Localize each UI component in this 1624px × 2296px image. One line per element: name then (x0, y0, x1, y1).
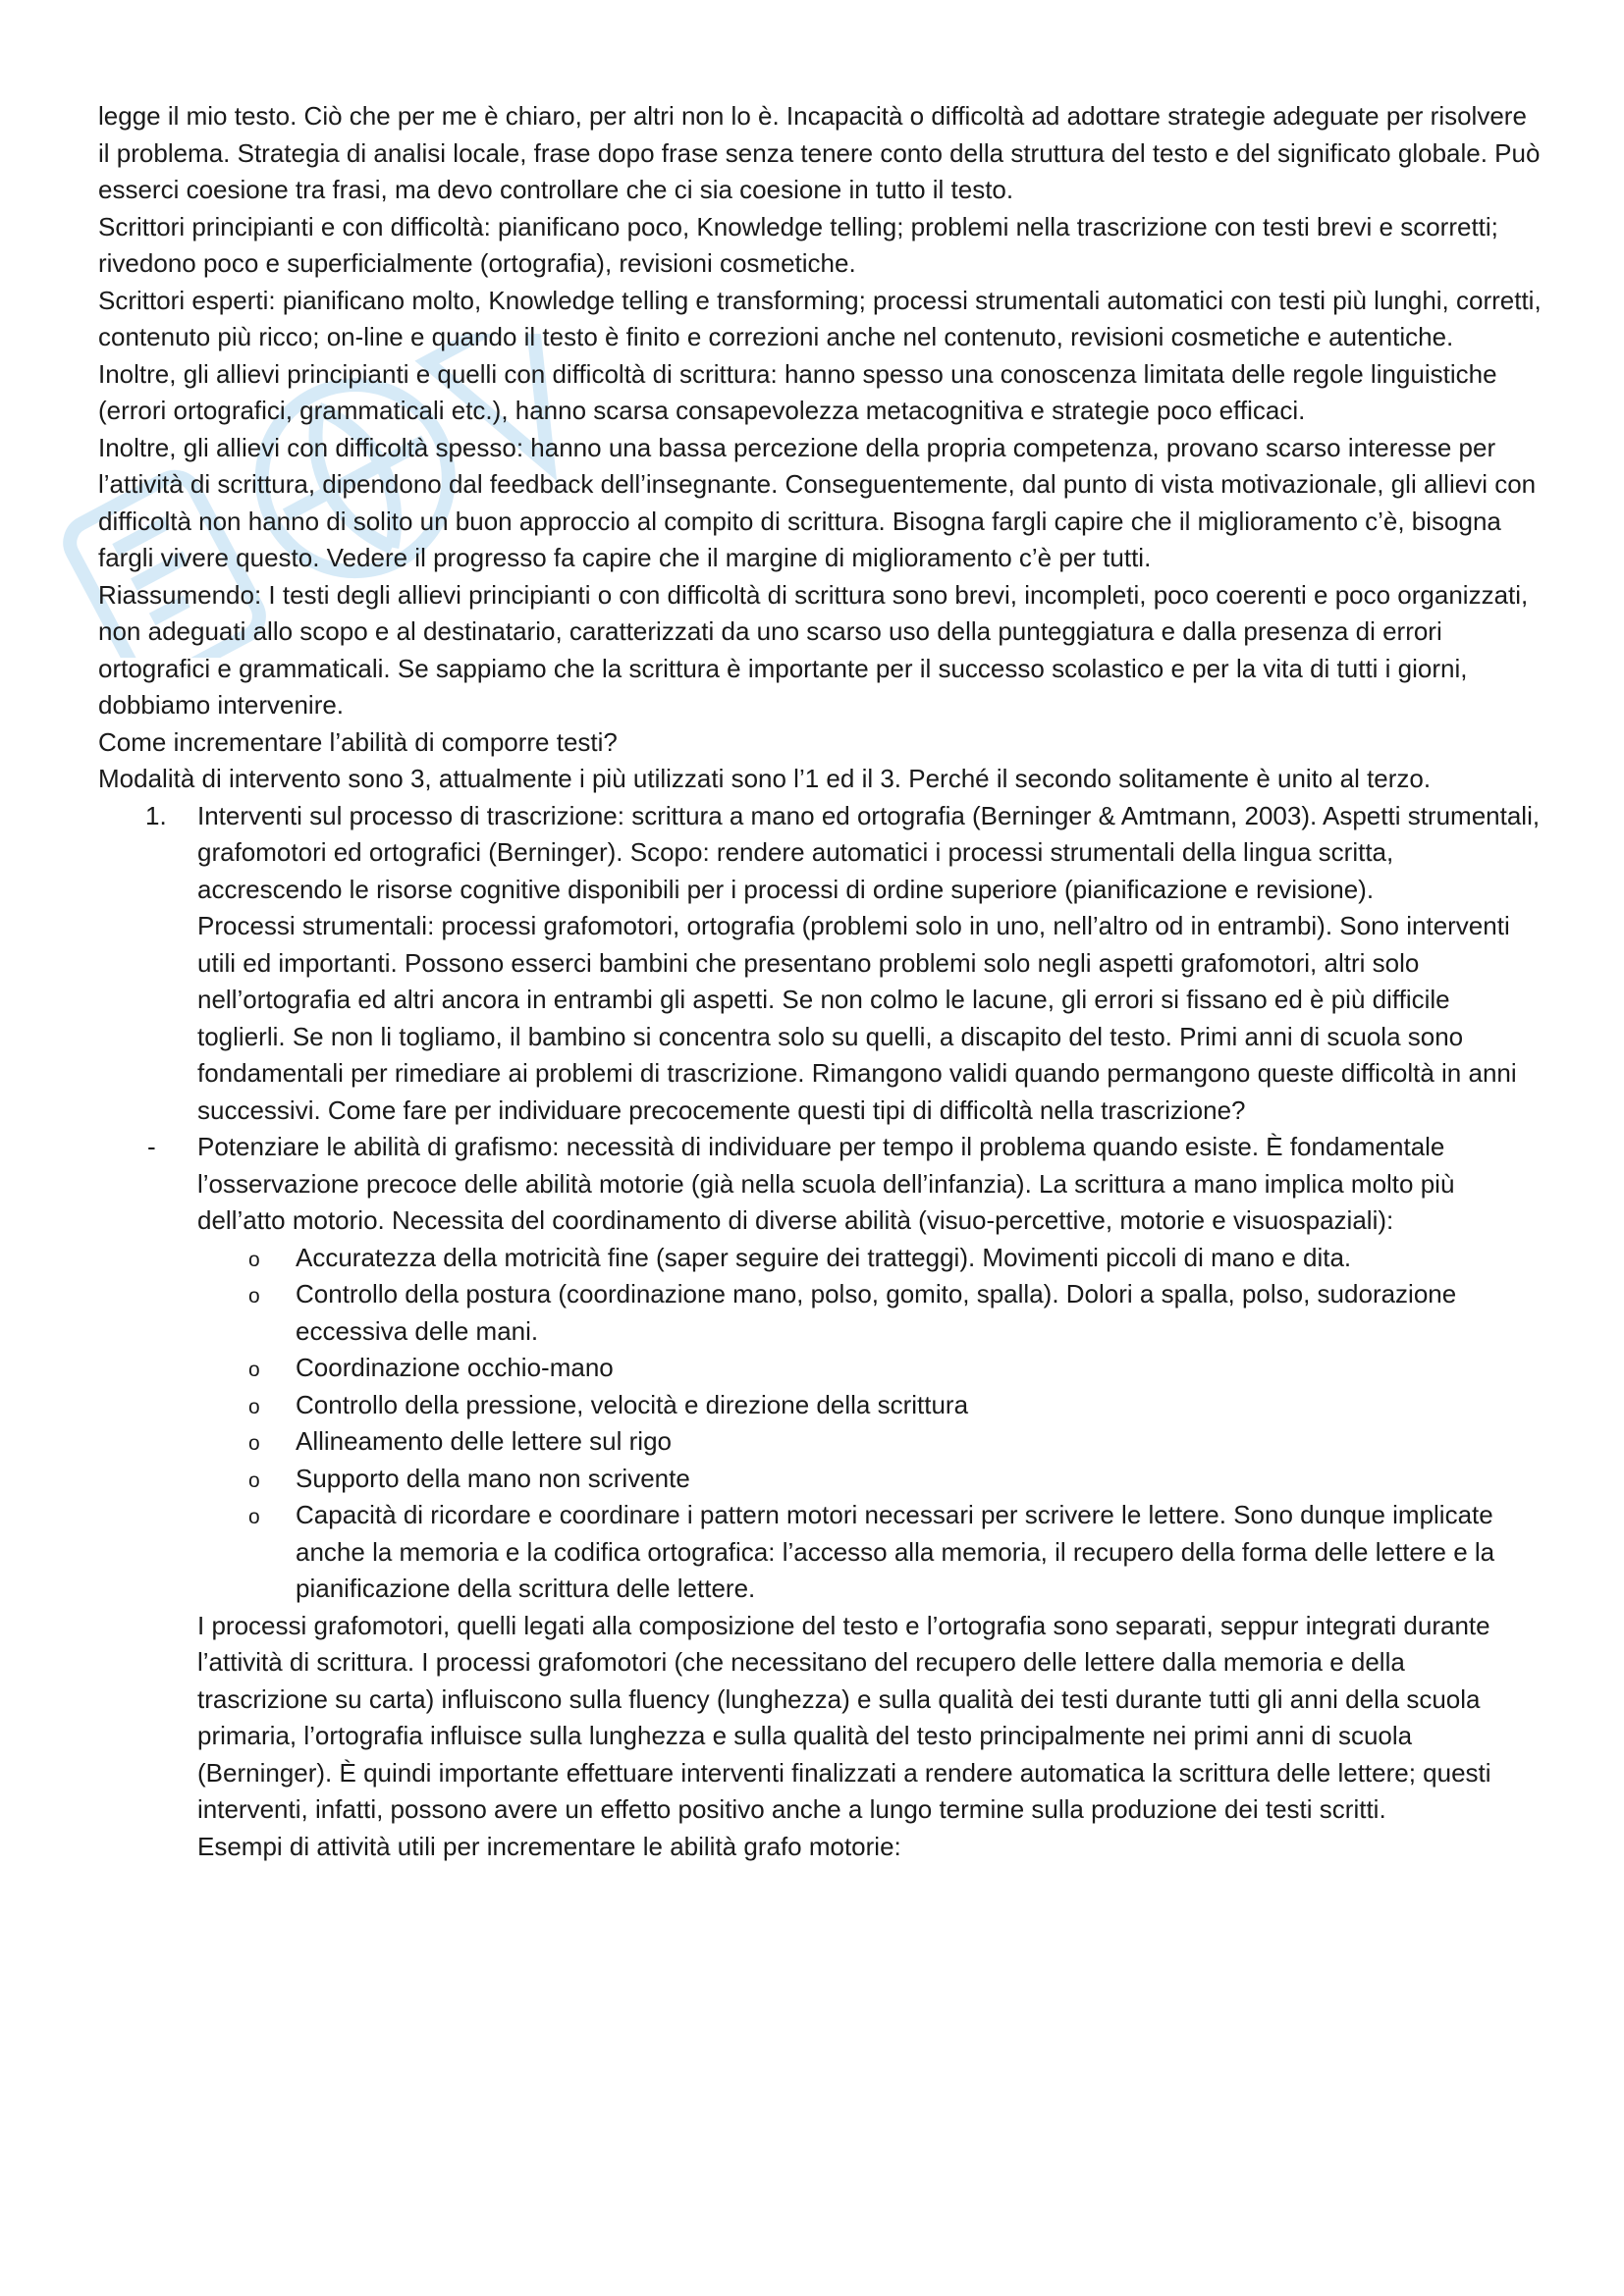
numbered-item-1 (98, 798, 1542, 909)
paragraph-summary: Riassumendo: I testi degli allievi principianti o con difficoltà di scrittura sono brevi, incompleti, poco coerenti e poco organizzati, non adeguati allo scopo e al destinatario, caratterizzati da uno scarso uso della punteggiatura e dalla presenza di errori ortografici e grammaticali. Se sappiamo che la scrittura è importante per il successo scolastico e per la vita di tutti i giorni, dobbiamo intervenire. (98, 579, 1529, 720)
bullet-marker: o (248, 1248, 260, 1271)
bullet-marker: o (248, 1468, 260, 1492)
numbered-item-continuation: Processi strumentali: processi grafomotori, ortografia (problemi solo in uno, nell’altro od in entrambi). Sono interventi utili ed importanti. Possono esserci bambini che presentano problemi solo negli aspetti grafomotori, altri solo nell’ortografia ed altri ancora in entrambi gli aspetti. Se non colmo le lacune, gli errori si fissano ed è più difficile toglierli. Se non li togliamo, il bambino si concentra solo su quelli, a discapito del testo. Primi anni di scuola sono fondamentali per rimediare ai problemi di trascrizione. Rimangono validi quando permangono queste difficoltà in anni successivi. Come fare per individuare precocemente questi tipi di difficoltà nella trascrizione? (197, 911, 1517, 1125)
list-item: o Accuratezza della motricità fine (saper seguire dei tratteggi). Movimenti piccoli di mano e dita. (98, 1240, 1542, 1277)
paragraph-linguistic-limits: Inoltre, gli allievi principianti e quelli con difficoltà di scrittura: hanno spesso una conoscenza limitata delle regole linguistiche (errori ortografici, grammaticali etc.), hanno scarsa consapevolezza metacognitiva e strategie poco efficaci. (98, 358, 1497, 425)
paragraph-motivation: Inoltre, gli allievi con difficoltà spesso: hanno una bassa percezione della propria competenza, provano scarso interesse per l’attività di scrittura, dipendono dal feedback dell’insegnante. Conseguentemente, dal punto di vista motivazionale, gli allievi con difficoltà non hanno di solito un buon approccio al compito di scrittura. Bisogna fargli capire che il miglioramento c’è, bisogna fargli vivere questo. Vedere il progresso fa capire che il margine di miglioramento c’è per tutti. (98, 432, 1537, 572)
list-item: o Supporto della mano non scrivente (98, 1461, 1542, 1498)
numbered-item-text: Interventi sul processo di trascrizione: scrittura a mano ed ortografia (Berninger & Amtmann, 2003). Aspetti strumentali, grafomotori ed ortografici (Berninger). Scopo: rendere automatici i processi strumentali della lingua scritta, accrescendo le risorse cognitive disponibili per i processi di ordine superiore (pianificazione e revisione). (197, 800, 1541, 904)
list-item: o Allineamento delle lettere sul rigo (98, 1423, 1542, 1461)
paragraph-intro: legge il mio testo. Ciò che per me è chiaro, per altri non lo è. Incapacità o difficoltà ad adottare strategie adeguate per risolvere il problema. Strategia di analisi locale, frase dopo frase senza tenere conto della struttura del testo e del significato globale. Può esserci coesione tra frasi, ma devo controllare che ci sia coesione in tutto il testo. (98, 101, 1541, 204)
list-item: o Controllo della postura (coordinazione mano, polso, gomito, spalla). Dolori a spalla, polso, sudorazione eccessiva delle mani. (248, 1279, 1457, 1346)
list-item: o Controllo della pressione, velocità e direzione della scrittura (98, 1387, 1542, 1424)
list-item: o Capacità di ricordare e coordinare i pattern motori necessari per scrivere le lettere. Sono dunque implicate anche la memoria e la codifica ortografica: l’accesso alla memoria, il recupero della forma delle lettere e la pianificazione della scrittura delle lettere. (248, 1500, 1495, 1603)
paragraph-grafomotor-processes: I processi grafomotori, quelli legati alla composizione del testo e l’ortografia sono separati, seppur integrati durante l’attività di scrittura. I processi grafomotori (che necessitano del recupero delle lettere dalla memoria e della trascrizione su carta) influiscono sulla fluency (lunghezza) e sulla qualità dei testi durante tutti gli anni della scuola primaria, l’ortografia influisce sulla lunghezza e sulla qualità del testo principalmente nei primi anni di scuola (Berninger). È quindi importante effettuare interventi finalizzati a rendere automatica la scrittura delle lettere; questi interventi, infatti, possono avere un effetto positivo anche a lungo termine sulla produzione dei testi scritti. (197, 1610, 1491, 1824)
dash-item (98, 1129, 1542, 1240)
bullet-marker: o (248, 1395, 260, 1418)
dash-item-text: Potenziare le abilità di grafismo: necessità di individuare per tempo il problema quando esiste. È fondamentale l’osservazione precoce delle abilità motorie (già nella scuola dell’infanzia). La scrittura a mano implica molto più dell’atto motorio. Necessita del coordinamento di diverse abilità (visuo-percettive, motorie e visuospaziali): (197, 1132, 1455, 1235)
paragraph-question: Come incrementare l’abilità di comporre testi? (98, 726, 618, 757)
bullet-list (98, 1240, 1542, 1608)
bullet-marker: o (248, 1285, 260, 1308)
document-page (98, 98, 1542, 1865)
dash-marker: - (147, 1132, 156, 1161)
bullet-marker: o (248, 1506, 260, 1528)
list-number: 1. (145, 800, 167, 830)
paragraph-intervention-modes: Modalità di intervento sono 3, attualmente i più utilizzati sono l’1 ed il 3. Perché il secondo solitamente è unito al terzo. (98, 764, 1432, 793)
paragraph-examples-heading: Esempi di attività utili per incrementare le abilità grafo motorie: (197, 1831, 901, 1861)
list-item: o Coordinazione occhio-mano (98, 1350, 1542, 1387)
bullet-marker: o (248, 1432, 260, 1455)
paragraph-beginner-writers: Scrittori principianti e con difficoltà: pianificano poco, Knowledge telling; problemi nella trascrizione con testi brevi e scorretti; rivedono poco e superficialmente (ortografia), revisioni cosmetiche. (98, 211, 1498, 278)
bullet-marker: o (248, 1359, 260, 1381)
paragraph-expert-writers: Scrittori esperti: pianificano molto, Knowledge telling e transforming; processi strumentali automatici con testi più lunghi, corretti, contenuto più ricco; on-line e quando il testo è finito e correzioni anche nel contenuto, revisioni cosmetiche e autentiche. (98, 285, 1542, 351)
